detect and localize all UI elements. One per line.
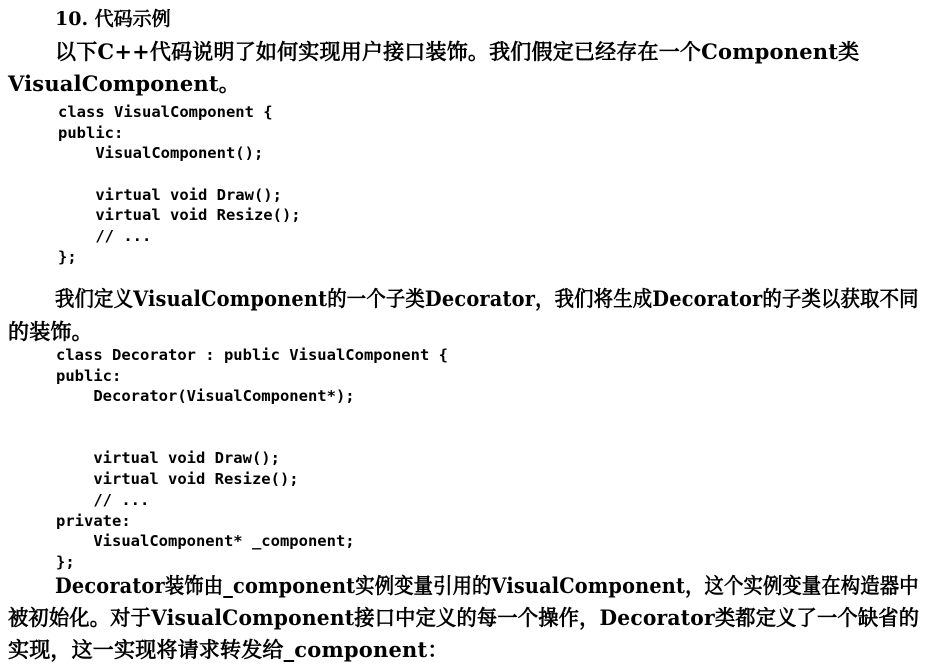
code-line: VisualComponent* _component; [56, 532, 355, 551]
section-heading: 10. 代码示例 [55, 8, 171, 30]
code-line: VisualComponent(); [58, 144, 264, 163]
intro-paragraph-line-2: VisualComponent。 [8, 71, 241, 96]
forwarding-paragraph-line-3: 实现，这一实现将请求转发给_component： [8, 637, 449, 662]
decorator-intro-line-2: 的装饰。 [8, 319, 93, 344]
intro-paragraph-line-1: 以下C++代码说明了如何实现用户接口装饰。我们假定已经存在一个Component类 [55, 39, 860, 64]
forwarding-paragraph-line-1: Decorator装饰由_component实例变量引用的VisualComponent，这个实例变量在构造器中 [55, 573, 919, 598]
code-line: class Decorator : public VisualComponent { [56, 346, 448, 364]
decorator-intro-line-1: 我们定义VisualComponent的一个子类Decorator，我们将生成Decorator的子类以获取不同 [55, 286, 919, 311]
code-line: virtual void Resize(); [58, 206, 301, 225]
code-line [56, 407, 448, 428]
code-block-visual-component [58, 102, 301, 268]
code-line: public: [56, 366, 122, 385]
code-block-decorator [56, 345, 448, 573]
code-line: // ... [58, 227, 152, 246]
code-line: Decorator(VisualComponent*); [56, 387, 355, 406]
code-line: virtual void Draw(); [58, 185, 282, 204]
code-line: public: [58, 123, 124, 142]
code-line: class VisualComponent { [58, 103, 273, 121]
code-line: virtual void Draw(); [56, 449, 280, 468]
code-line: }; [56, 552, 75, 571]
code-line: virtual void Resize(); [56, 470, 299, 489]
code-line: // ... [56, 490, 150, 509]
code-line: }; [58, 247, 77, 266]
code-line [56, 428, 448, 449]
forwarding-paragraph-line-2: 被初始化。对于VisualComponent接口中定义的每一个操作，Decorator类都定义了一个缺省的 [8, 605, 920, 630]
code-line [58, 164, 301, 185]
code-line: private: [56, 511, 131, 530]
